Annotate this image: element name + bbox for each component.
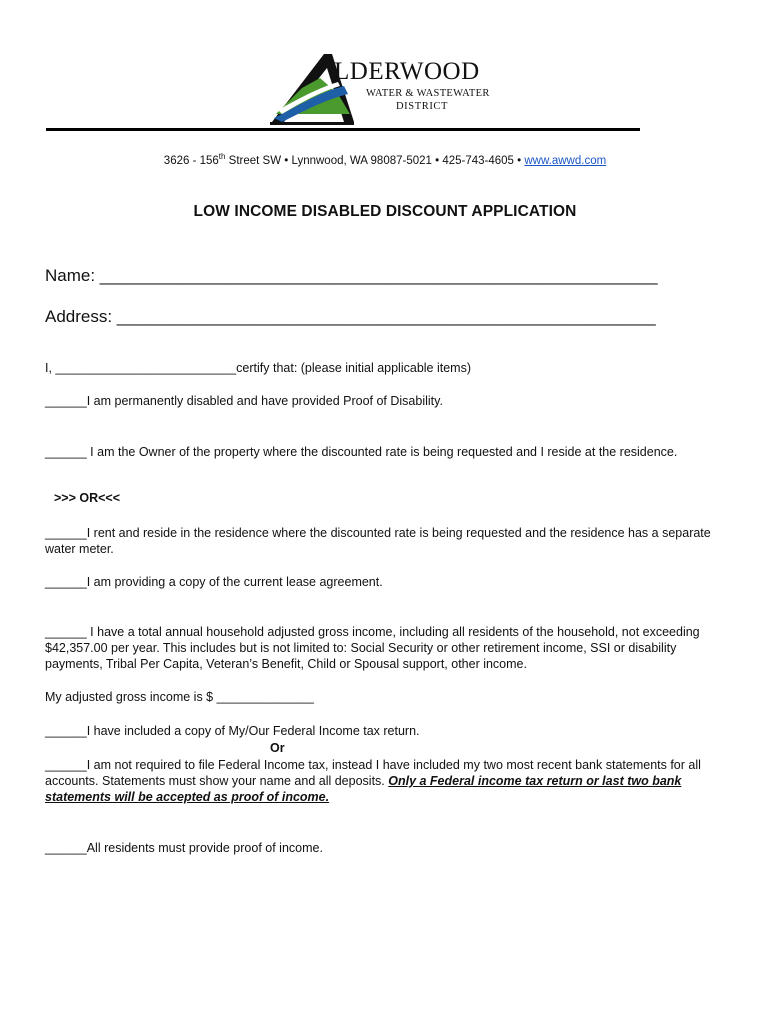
or-separator: >>> OR<<< [54,491,121,505]
rent-item[interactable]: ______I rent and reside in the residence where the discounted rate is being requested and the residence has a separate water meter. [45,526,711,556]
or-word: Or [270,741,285,755]
form-title: LOW INCOME DISABLED DISCOUNT APPLICATION [193,203,577,220]
bank-statements-text: ______I am not required to file Federal Income tax, instead I have included my two most recent bank statements for all accounts. Statements must show your name and all deposits. [45,758,701,788]
website-link[interactable]: www.awwd.com [524,154,607,167]
street-number: 3626 - 156 [163,154,219,167]
lease-item[interactable]: ______I am providing a copy of the current lease agreement. [45,575,383,589]
owner-item[interactable]: ______ I am the Owner of the property where the discounted rate is being requested and I reside at the residence. [45,445,678,459]
name-field[interactable]: Name: ___________________________________________________________ [45,266,658,285]
all-residents-item[interactable]: ______All residents must provide proof of income. [45,841,323,855]
tax-return-item[interactable]: ______I have included a copy of My/Our Federal Income tax return. [45,724,420,738]
proof-requirement-note: Only a Federal income tax return or last two bank statements will be accepted as proof of income. [45,774,682,804]
brand-subtitle: WATER & WASTEWATER [366,88,490,99]
contact-details: Street SW • Lynnwood, WA 98087-5021 • 425-743-4605 • [225,154,525,167]
letterhead-divider [46,128,640,131]
contact-line [0,152,770,167]
certify-line[interactable]: I, __________________________certify that: (please initial applicable items) [45,361,471,375]
brand-name: LDERWOOD [334,58,480,85]
agi-field[interactable]: My adjusted gross income is $ ______________ [45,690,314,704]
income-item[interactable]: ______ I have a total annual household adjusted gross income, including all residents of the household, not exceeding $42,357.00 per year. This includes but is not limited to: Social Security or other retirement income, SSI or disability payments, Tribal Per Capita, Veteran’s Benefit, Child or Spousal support, other income. [45,625,700,671]
disabled-item[interactable]: ______I am permanently disabled and have provided Proof of Disability. [45,394,443,408]
alderwood-logo [268,48,508,126]
brand-subtitle-district: DISTRICT [396,101,449,112]
address-field[interactable]: Address: _________________________________________________________ [45,307,656,326]
ordinal-suffix: th [218,152,226,161]
bank-statements-item[interactable] [45,757,735,805]
